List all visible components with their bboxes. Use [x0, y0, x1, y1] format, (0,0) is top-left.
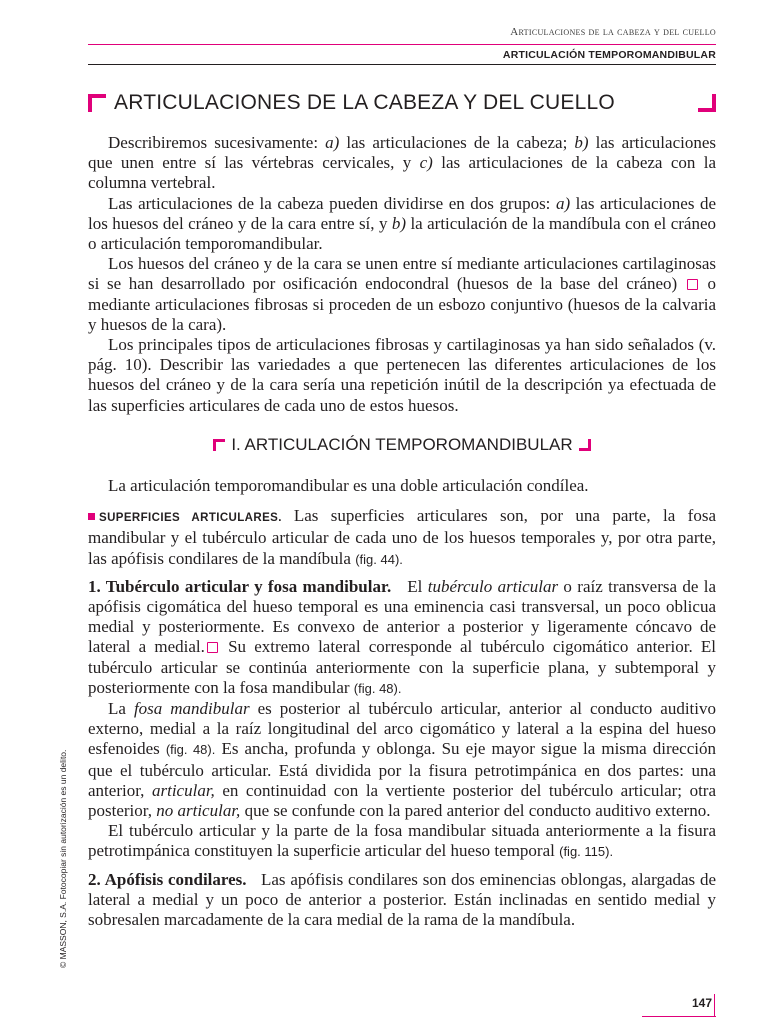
copyright-note: © MASSON, S.A. Fotocopiar sin autorización es un delito. [58, 749, 68, 968]
paragraph: SUPERFICIES ARTICULARES. Las superficies articulares son, por una parte, la fosa mandibular y el tubérculo articular de cada uno de los huesos temporales y, por otra parte, las apófisis condilares de la mandíbula (fig. 44). [88, 506, 716, 568]
figure-reference: (fig. 44). [355, 551, 403, 567]
paragraph: Las articulaciones de la cabeza pueden dividirse en dos grupos: a) las articulaciones de los huesos del cráneo y de la cara entre sí, y b) la articulación de la mandíbula con el cráneo o articulación temporomandibular. [88, 193, 716, 254]
figure-reference: (fig. 115). [559, 844, 614, 860]
chapter-title-text: ARTICULACIONES DE LA CABEZA Y DEL CUELLO [114, 91, 615, 114]
paragraph: El tubérculo articular y la parte de la fosa mandibular situada anteriormente a la fisura petrotimpánica constituyen la superficie articular del hueso temporal (fig. 115). [88, 821, 716, 861]
page-number: 147 [691, 996, 712, 1010]
figure-reference: (fig. 48). [353, 680, 402, 696]
paragraph: Describiremos sucesivamente: a) las articulaciones de la cabeza; b) las articulaciones que unen entre sí las vértebras cervicales, y c) las articulaciones de la cabeza con la columna vertebral. [88, 133, 716, 193]
paragraph: La fosa mandibular es posterior al tubérculo articular, anterior al conducto auditivo externo, medial a la raíz longitudinal del arco cigomático y lateral a la espina del hueso esfenoides (fig. 48). Es ancha, profunda y oblonga. Su eje mayor sigue la misma dirección que el tubérculo articular. Está dividida por la fisura petrotimpánica en dos partes: una anterior, articular, en continuidad con la vertiente posterior del tubérculo articular; otra posterior, no articular, que se confunde con la pared anterior del conducto auditivo externo. [88, 699, 717, 821]
cross-reference-icon [207, 642, 218, 653]
running-head: Articulaciones de la cabeza y del cuello [510, 26, 716, 38]
corner-bracket-close-icon [698, 94, 716, 112]
intro-text [88, 133, 716, 416]
cross-reference-icon [687, 279, 698, 290]
paragraph: Los principales tipos de articulaciones fibrosas y cartilaginosas ya han sido señalados (v. pág. 10). Describir las variedades a que pertenecen las diferentes articulaciones de los huesos del cráneo y de la cara sería una repetición inútil de la descripción ya efectuada de las superficies articulares de cada uno de estos huesos. [88, 335, 716, 415]
page-number-tick [714, 994, 715, 1016]
subheading: 1. Tubérculo articular y fosa mandibular. [88, 576, 392, 596]
corner-bracket-open-icon [213, 439, 225, 451]
chapter-title [88, 88, 716, 118]
section-title-text: I. ARTICULACIÓN TEMPOROMANDIBULAR [231, 435, 573, 454]
header-rule [88, 44, 716, 45]
square-bullet-icon [88, 513, 95, 520]
section-title [88, 433, 716, 457]
corner-bracket-open-icon [88, 94, 106, 112]
paragraph: La articulación temporomandibular es una doble articulación condílea. [108, 476, 589, 495]
section-body [88, 476, 716, 930]
paragraph: 1. Tubérculo articular y fosa mandibular. El tubérculo articular o raíz transversa de la apófisis cigomática del hueso temporal es una eminencia casi transversal, un poco oblicua medial y posteriormente. Es convexo de anterior a posterior y ligeramente cóncavo de lateral a medial. Su extremo lateral corresponde al tubérculo cigomático anterior. El tubérculo articular se continúa anteriormente con la superficie plana, y subtemporal y posteriormente con la fosa mandibular (fig. 48). [88, 576, 717, 697]
paragraph: 2. Apófisis condilares. Las apófisis condilares son dos eminencias oblongas, alargadas de lateral a medial y un poco de anterior a posterior. Están inclinadas en sentido medial y sobresalen marcadamente de la cara medial de la rama de la mandíbula. [88, 869, 717, 930]
corner-bracket-close-icon [579, 439, 591, 451]
subheading: 2. Apófisis condilares. [88, 869, 247, 889]
paragraph: Los huesos del cráneo y de la cara se unen entre sí mediante articulaciones cartilaginosas si se han desarrollado por osificación endocondral (huesos de la base del cráneo) o mediante articulaciones fibrosas si proceden de un esbozo conjuntivo (huesos de la calvaria y huesos de la cara). [88, 254, 717, 334]
subheading: SUPERFICIES ARTICULARES. [99, 512, 282, 525]
running-subhead: ARTICULACIÓN TEMPOROMANDIBULAR [502, 49, 716, 61]
page-number-rule [642, 1016, 716, 1017]
figure-reference: (fig. 48). [165, 742, 216, 758]
subheader-rule [88, 64, 716, 65]
